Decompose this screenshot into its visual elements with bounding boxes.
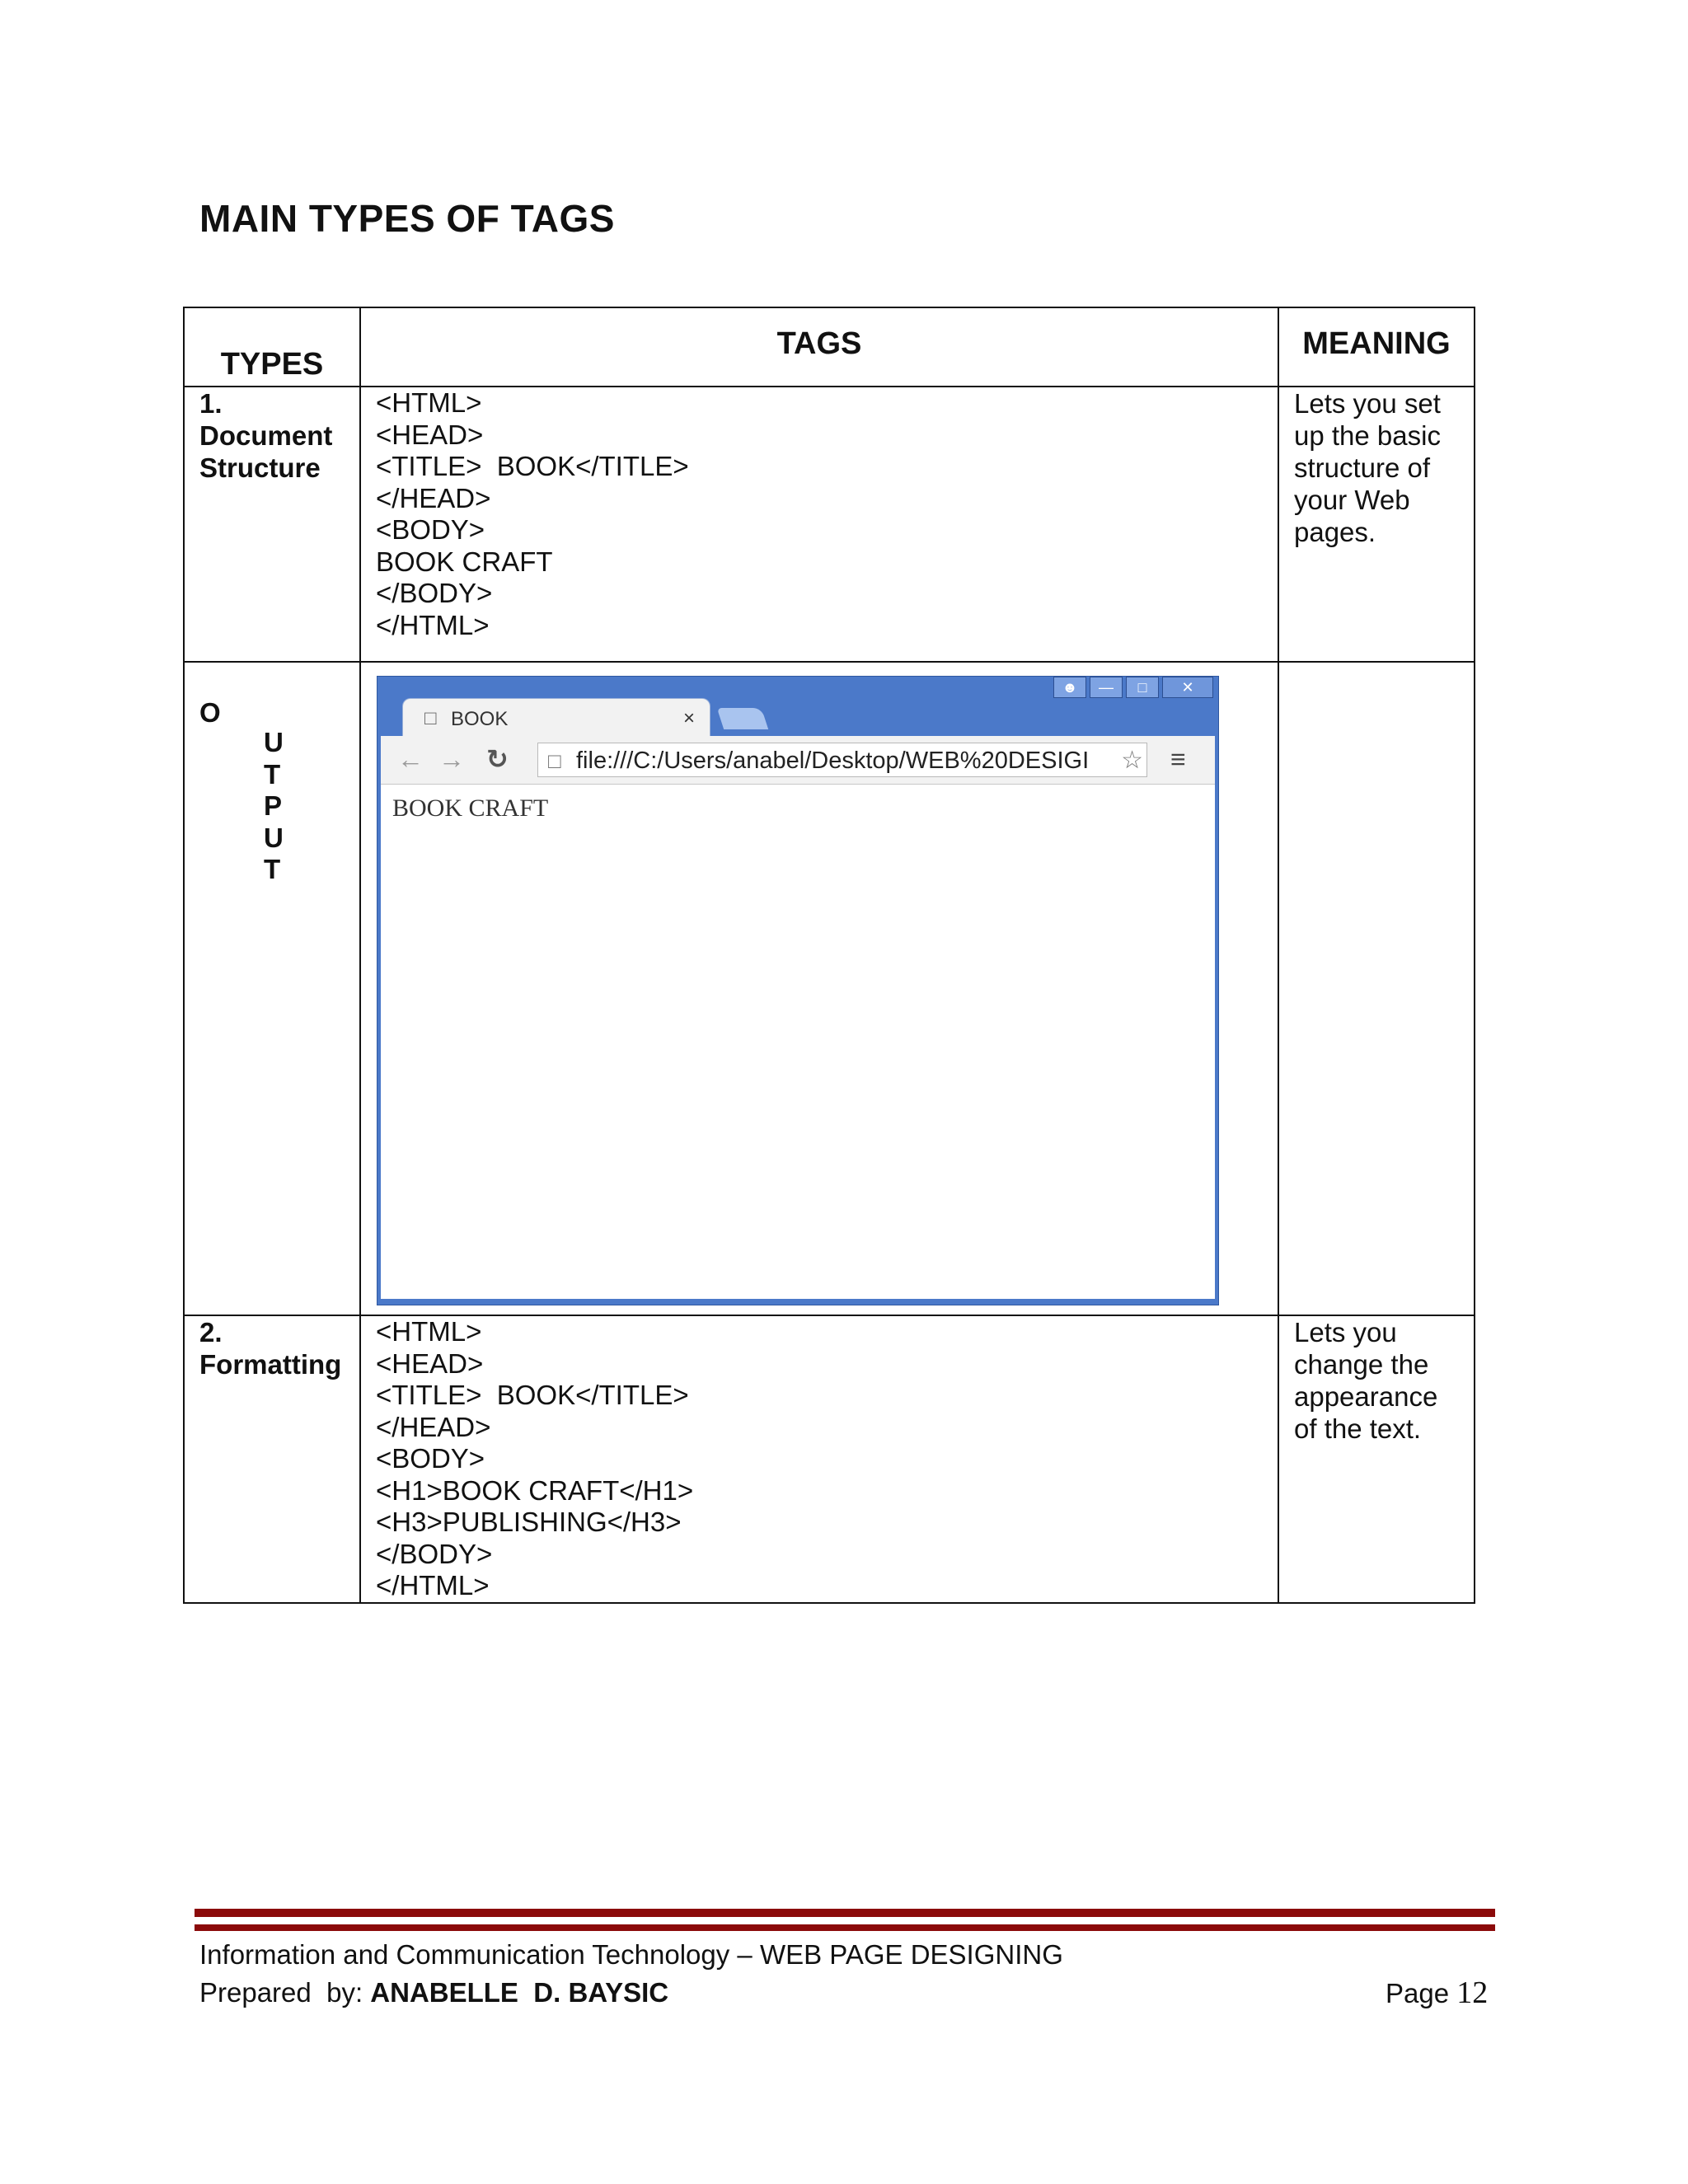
header-meaning: MEANING bbox=[1278, 307, 1475, 387]
code-cell bbox=[360, 387, 1278, 662]
rendered-page-text: BOOK CRAFT bbox=[392, 794, 549, 822]
new-tab-icon bbox=[717, 708, 768, 729]
document-icon: □ bbox=[424, 707, 437, 729]
browser-tab bbox=[402, 698, 710, 736]
minimize-icon: — bbox=[1090, 677, 1123, 698]
code-line: <H3>PUBLISHING</H3> bbox=[376, 1507, 682, 1537]
address-bar bbox=[537, 743, 1147, 777]
code-line: BOOK CRAFT bbox=[376, 546, 553, 577]
code-line: </HTML> bbox=[376, 609, 490, 640]
code-line: <TITLE> BOOK</TITLE> bbox=[376, 451, 689, 481]
code-line: <HTML> bbox=[376, 387, 482, 418]
type-cell bbox=[184, 387, 360, 662]
output-letter: P bbox=[264, 790, 283, 821]
table-row bbox=[184, 1315, 1475, 1603]
tags-table bbox=[183, 307, 1475, 1604]
footer-rule bbox=[195, 1924, 1495, 1931]
output-letter: T bbox=[264, 758, 281, 790]
code-line: </BODY> bbox=[376, 1538, 493, 1569]
code-line: <BODY> bbox=[376, 1443, 485, 1474]
code-line: <TITLE> BOOK</TITLE> bbox=[376, 1380, 689, 1410]
code-line: <HEAD> bbox=[376, 1347, 484, 1379]
code-line: </BODY> bbox=[376, 578, 493, 608]
type-name-line: Document bbox=[199, 420, 333, 451]
document-icon: □ bbox=[548, 748, 561, 773]
type-number: 1. bbox=[199, 388, 223, 419]
output-letter: U bbox=[264, 727, 284, 757]
meaning-cell: Lets you change the appearance of the text. bbox=[1278, 1315, 1475, 1603]
output-label-rest bbox=[264, 727, 284, 886]
maximize-icon: □ bbox=[1126, 677, 1159, 698]
page-label: Page bbox=[1386, 1978, 1457, 2008]
address-url: file:///C:/Users/anabel/Desktop/WEB%20DESIGI bbox=[576, 748, 1090, 774]
footer-prepared bbox=[199, 1977, 668, 2008]
footer-author: ANABELLE D. BAYSIC bbox=[370, 1977, 669, 2008]
table-header-row bbox=[184, 307, 1475, 387]
footer-rule bbox=[195, 1909, 1495, 1917]
type-name-line: Structure bbox=[199, 452, 321, 483]
header-tags: TAGS bbox=[360, 307, 1278, 387]
browser-toolbar bbox=[381, 736, 1215, 785]
page-number bbox=[1386, 1975, 1488, 2011]
browser-viewport bbox=[381, 785, 1215, 1299]
code-line: </HTML> bbox=[376, 1570, 490, 1601]
code-line: <HTML> bbox=[376, 1316, 482, 1347]
table-row-output bbox=[184, 662, 1475, 1315]
header-types: TYPES bbox=[184, 307, 360, 387]
star-icon: ☆ bbox=[1118, 746, 1143, 775]
code-line: </HEAD> bbox=[376, 482, 491, 513]
footer-prepared-label: Prepared by: bbox=[199, 1977, 371, 2008]
output-letter: T bbox=[264, 854, 281, 884]
tab-title: BOOK bbox=[451, 708, 509, 730]
menu-icon: ≡ bbox=[1170, 744, 1186, 774]
output-meaning-cell bbox=[1278, 662, 1475, 1315]
code-cell bbox=[360, 1315, 1278, 1603]
output-letter: U bbox=[264, 822, 284, 853]
table-row bbox=[184, 387, 1475, 662]
output-label-cell bbox=[184, 662, 360, 1315]
page-number-value: 12 bbox=[1456, 1975, 1489, 2010]
type-name-line: Formatting bbox=[199, 1349, 342, 1380]
back-icon: ← bbox=[397, 744, 424, 774]
output-screenshot-cell bbox=[360, 662, 1278, 1315]
forward-icon: → bbox=[438, 744, 465, 774]
tab-close-icon: × bbox=[682, 707, 695, 729]
type-number: 2. bbox=[199, 1317, 223, 1347]
reload-icon: ↻ bbox=[486, 744, 509, 774]
output-label-first: O bbox=[199, 697, 221, 728]
window-controls bbox=[1053, 677, 1213, 700]
code-line: <HEAD> bbox=[376, 419, 484, 450]
close-icon: ✕ bbox=[1162, 677, 1213, 698]
user-icon: ☻ bbox=[1053, 677, 1086, 698]
code-line: <BODY> bbox=[376, 514, 485, 545]
meaning-cell: Lets you set up the basic structure of your Web pages. bbox=[1278, 387, 1475, 662]
browser-window-screenshot bbox=[377, 676, 1219, 1305]
type-cell bbox=[184, 1315, 360, 1603]
page-title: MAIN TYPES OF TAGS bbox=[199, 197, 615, 240]
code-line: </HEAD> bbox=[376, 1411, 491, 1442]
footer-subject: Information and Communication Technology – WEB PAGE DESIGNING bbox=[199, 1939, 1063, 1970]
code-line: <H1>BOOK CRAFT</H1> bbox=[376, 1474, 694, 1506]
